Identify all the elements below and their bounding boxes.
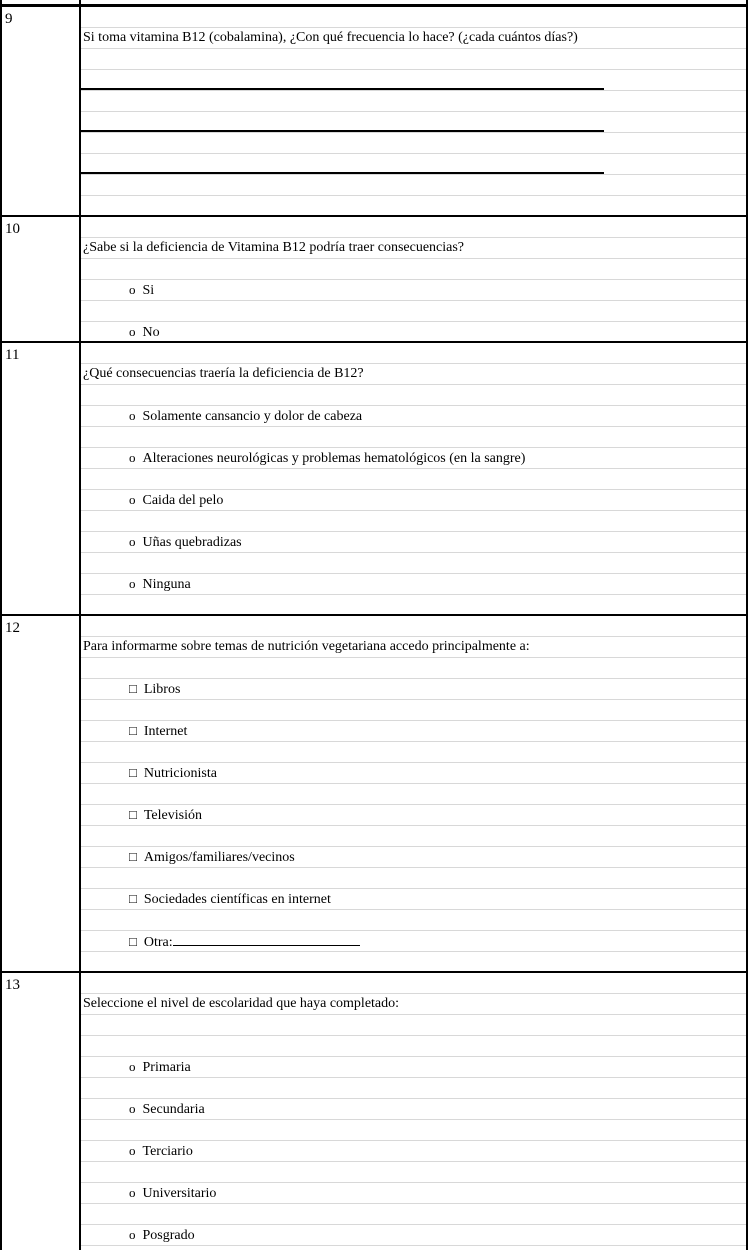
question-text-row — [81, 994, 746, 1015]
option-label: Amigos/familiares/vecinos — [143, 850, 295, 865]
spacer-row — [81, 658, 746, 679]
spacer-row — [81, 868, 746, 889]
previous-row-content-cell — [81, 0, 746, 4]
answer-blank-line[interactable] — [81, 154, 746, 175]
radio-marker-icon: o — [129, 1143, 136, 1158]
radio-option[interactable] — [81, 280, 746, 301]
checkbox-option[interactable] — [81, 679, 746, 700]
question-number: 10 — [2, 217, 81, 341]
radio-option[interactable] — [81, 1141, 746, 1162]
option-label: Posgrado — [142, 1228, 195, 1243]
question-text: Seleccione el nivel de escolaridad que haya completado: — [83, 996, 400, 1011]
answer-line-rule — [81, 130, 604, 132]
spacer-row — [81, 616, 746, 637]
radio-marker-icon: o — [129, 1227, 136, 1242]
option-label: Otra: — [143, 935, 173, 950]
radio-option[interactable] — [81, 1225, 746, 1246]
question-number: 13 — [2, 973, 81, 1250]
radio-marker-icon: o — [129, 576, 136, 591]
question-text-row — [81, 364, 746, 385]
question-content-cell — [81, 217, 746, 341]
question-text-row — [81, 637, 746, 658]
spacer-row — [81, 511, 746, 532]
answer-line-rule — [81, 88, 604, 90]
option-label: Nutricionista — [143, 766, 217, 781]
option-label: Internet — [143, 724, 188, 739]
checkbox-marker-icon: □ — [129, 891, 137, 906]
option-label: Libros — [143, 682, 181, 697]
checkbox-option[interactable] — [81, 889, 746, 910]
option-label: Universitario — [142, 1186, 217, 1201]
question-row — [2, 7, 746, 217]
spacer-row — [81, 196, 746, 217]
radio-option[interactable] — [81, 1057, 746, 1078]
question-row — [2, 973, 746, 1250]
question-number: 12 — [2, 616, 81, 971]
previous-row-number-cell — [2, 0, 81, 4]
option-label: Sociedades científicas en internet — [143, 892, 331, 907]
spacer-row — [81, 1036, 746, 1057]
checkbox-marker-icon: □ — [129, 807, 137, 822]
otra-blank-line[interactable] — [173, 931, 360, 946]
question-row — [2, 343, 746, 616]
option-label: No — [142, 325, 160, 340]
answer-line-rule — [81, 172, 604, 174]
checkbox-marker-icon: □ — [129, 934, 137, 949]
question-content-cell — [81, 616, 746, 971]
previous-row-edge — [2, 0, 746, 4]
question-text: Si toma vitamina B12 (cobalamina), ¿Con qué frecuencia lo hace? (¿cada cuántos días?) — [83, 30, 578, 45]
question-text: Para informarme sobre temas de nutrición vegetariana accedo principalmente a: — [83, 639, 530, 654]
question-row — [2, 217, 746, 343]
spacer-row — [81, 700, 746, 721]
radio-marker-icon: o — [129, 1101, 136, 1116]
radio-marker-icon: o — [129, 1185, 136, 1200]
spacer-row — [81, 133, 746, 154]
radio-option[interactable] — [81, 574, 746, 595]
question-content-cell — [81, 343, 746, 614]
spacer-row — [81, 826, 746, 847]
question-number: 11 — [2, 343, 81, 614]
checkbox-option[interactable] — [81, 721, 746, 742]
spacer-row — [81, 1120, 746, 1141]
radio-option[interactable] — [81, 322, 746, 343]
spacer-row — [81, 217, 746, 238]
question-text: ¿Sabe si la deficiencia de Vitamina B12 podría traer consecuencias? — [83, 240, 465, 255]
question-content-cell — [81, 973, 746, 1250]
spacer-row — [81, 784, 746, 805]
spacer-row — [81, 1162, 746, 1183]
option-label: Terciario — [142, 1144, 193, 1159]
radio-marker-icon: o — [129, 492, 136, 507]
checkbox-marker-icon: □ — [129, 765, 137, 780]
option-label: Televisión — [143, 808, 202, 823]
spacer-row — [81, 952, 746, 973]
spacer-row — [81, 427, 746, 448]
spacer-row — [81, 259, 746, 280]
spacer-row — [81, 343, 746, 364]
checkbox-marker-icon: □ — [129, 849, 137, 864]
spacer-row — [81, 385, 746, 406]
radio-option[interactable] — [81, 448, 746, 469]
spacer-row — [81, 910, 746, 931]
option-label: Secundaria — [142, 1102, 205, 1117]
option-label: Si — [142, 283, 155, 298]
radio-option[interactable] — [81, 1183, 746, 1204]
question-text-row — [81, 28, 746, 49]
spacer-row — [81, 301, 746, 322]
checkbox-marker-icon: □ — [129, 723, 137, 738]
option-label: Ninguna — [142, 577, 191, 592]
checkbox-option[interactable] — [81, 847, 746, 868]
spacer-row — [81, 973, 746, 994]
radio-marker-icon: o — [129, 450, 136, 465]
spacer-row — [81, 595, 746, 616]
radio-marker-icon: o — [129, 1059, 136, 1074]
radio-marker-icon: o — [129, 324, 136, 339]
spacer-row — [81, 1015, 746, 1036]
radio-marker-icon: o — [129, 282, 136, 297]
question-row — [2, 616, 746, 973]
radio-marker-icon: o — [129, 408, 136, 423]
spacer-row — [81, 742, 746, 763]
radio-option[interactable] — [81, 406, 746, 427]
spacer-row — [81, 553, 746, 574]
checkbox-option[interactable] — [81, 805, 746, 826]
spacer-row — [81, 91, 746, 112]
question-text: ¿Qué consecuencias traería la deficiencia de B12? — [83, 366, 364, 381]
checkbox-option[interactable] — [81, 931, 746, 952]
spacer-row — [81, 49, 746, 70]
radio-option[interactable] — [81, 532, 746, 553]
spacer-row — [81, 1204, 746, 1225]
radio-option[interactable] — [81, 490, 746, 511]
answer-blank-line[interactable] — [81, 112, 746, 133]
spacer-row — [81, 1078, 746, 1099]
answer-blank-line[interactable] — [81, 70, 746, 91]
question-number: 9 — [2, 7, 81, 215]
question-table — [2, 4, 746, 1250]
spacer-row — [81, 1246, 746, 1250]
option-label: Uñas quebradizas — [142, 535, 242, 550]
option-label: Alteraciones neurológicas y problemas hematológicos (en la sangre) — [142, 451, 526, 466]
spacer-row — [81, 175, 746, 196]
checkbox-marker-icon: □ — [129, 681, 137, 696]
question-content-cell — [81, 7, 746, 215]
option-label: Solamente cansancio y dolor de cabeza — [142, 409, 363, 424]
radio-marker-icon: o — [129, 534, 136, 549]
spacer-row — [81, 7, 746, 28]
question-text-row — [81, 238, 746, 259]
checkbox-option[interactable] — [81, 763, 746, 784]
option-label: Caida del pelo — [142, 493, 224, 508]
option-label: Primaria — [142, 1060, 191, 1075]
radio-option[interactable] — [81, 1099, 746, 1120]
spacer-row — [81, 469, 746, 490]
